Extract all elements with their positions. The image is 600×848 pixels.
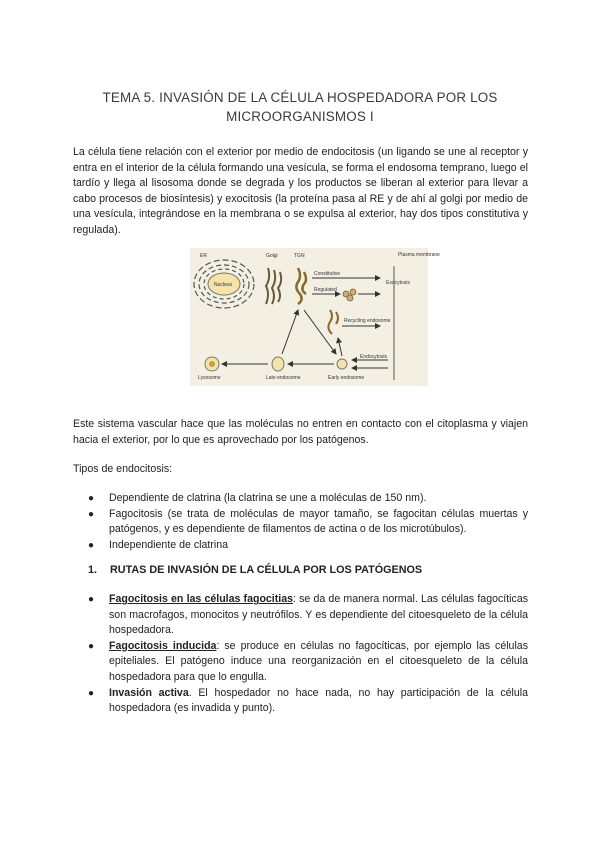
endocytosis-exocytosis-figure: [190, 248, 440, 386]
golgi-stack: [266, 268, 281, 304]
early-endosome-shape: [337, 359, 347, 369]
route-term: Fagocitosis inducida: [109, 639, 217, 652]
list-item: ● Independiente de clatrina: [88, 538, 528, 554]
label-endocytosis: Endocytosis: [360, 354, 387, 360]
pathway-diagram: [190, 248, 440, 386]
lysosome-core: [209, 361, 215, 367]
route-text: . El hospedador no hace nada, no hay participación de la célula hospedadora (es invadida y punto).: [109, 686, 528, 715]
intro-paragraph: La célula tiene relación con el exterior por medio de endocitosis (un ligando se une al receptor y entra en el interior de la célula formando una vesícula, se forma el endosoma temprano, luego el tardío y llega al lisosoma donde se degrada y los productos se liberan al exterior para llevar a cabo procesos de biosíntesis) y exocitosis (la proteína pasa al RE y de ahí al golgi por medio de una vesícula, integrándose en la membrana o se expulsa al exterior, hay dos tipos constitutiva y regulada).: [73, 146, 528, 236]
section-heading: [88, 564, 422, 576]
regulated-vesicles: [343, 289, 356, 301]
label-constitutive: Constitutive: [314, 271, 341, 277]
bullet-icon: ●: [88, 539, 95, 551]
list-item: ● Dependiente de clatrina (la clatrina se une a moléculas de 150 nm).: [88, 491, 528, 507]
route-text: : se da de manera normal. Las células fagocíticas son macrofagos, monocitos y neutrófilos. Y es dependiente del citoesqueleto de la célula hospedadora.: [109, 593, 529, 637]
recycling-endosome-shape: [328, 310, 338, 334]
list-item: [88, 639, 528, 686]
late-endosome-shape: [272, 357, 284, 371]
list-item: [88, 592, 528, 639]
bullet-icon: ●: [88, 687, 95, 699]
list-item: ● Fagocitosis (se trata de moléculas de mayor tamaño, se fagocitan células muertas y patógenos, y es dependiente de filamentos de actina o de los microtúbulos).: [88, 507, 528, 536]
bullet-icon: ●: [88, 640, 95, 652]
label-plasma-membrane: Plasma membrane: [398, 252, 440, 258]
endocytosis-types-list: [88, 491, 528, 553]
label-late-endosome: Late endosome: [266, 375, 301, 381]
label-exocytosis: Exocytosis: [386, 280, 410, 286]
page-title: [70, 88, 530, 126]
vascular-system-paragraph: Este sistema vascular hace que las moléculas no entren en contacto con el citoplasma y viajen hacia el exterior, por lo que es aprovechado por los patógenos.: [73, 418, 528, 446]
section-number: 1.: [88, 564, 98, 576]
bullet-icon: ●: [88, 493, 95, 504]
list-item: [88, 686, 528, 717]
route-term: Fagocitosis en las células fagocitias: [109, 593, 294, 605]
label-er: ER: [200, 253, 207, 259]
tgn-structure: [296, 268, 306, 304]
label-recycling-endosome: Recycling endosome: [344, 318, 391, 324]
label-tgn: TGN: [294, 253, 305, 259]
label-lysosome: Lysosome: [198, 375, 221, 381]
bullet-icon: ●: [88, 508, 95, 520]
label-nucleus: Nucleus: [214, 282, 233, 288]
route-term: Invasión activa: [109, 686, 189, 699]
label-golgi: Golgi: [266, 253, 278, 259]
bullet-icon: ●: [88, 594, 95, 605]
label-regulated: Regulated: [314, 287, 337, 293]
route-text: : se produce en células no fagocíticas, por ejemplo las células epiteliales. El patógeno induce una reorganización en el citoesqueleto de la célula hospedadora para que lo engulla.: [109, 639, 528, 683]
section-heading-text: RUTAS DE INVASIÓN DE LA CÉLULA POR LOS PATÓGENOS: [110, 564, 423, 576]
endocytosis-types-intro: Tipos de endocitosis:: [73, 463, 173, 475]
title-line-2: MICROORGANISMOS I: [226, 109, 374, 124]
title-line-1: TEMA 5. INVASIÓN DE LA CÉLULA HOSPEDADORA POR LOS: [102, 90, 498, 105]
invasion-routes-list: [88, 592, 528, 717]
label-early-endosome: Early endosome: [328, 375, 365, 381]
